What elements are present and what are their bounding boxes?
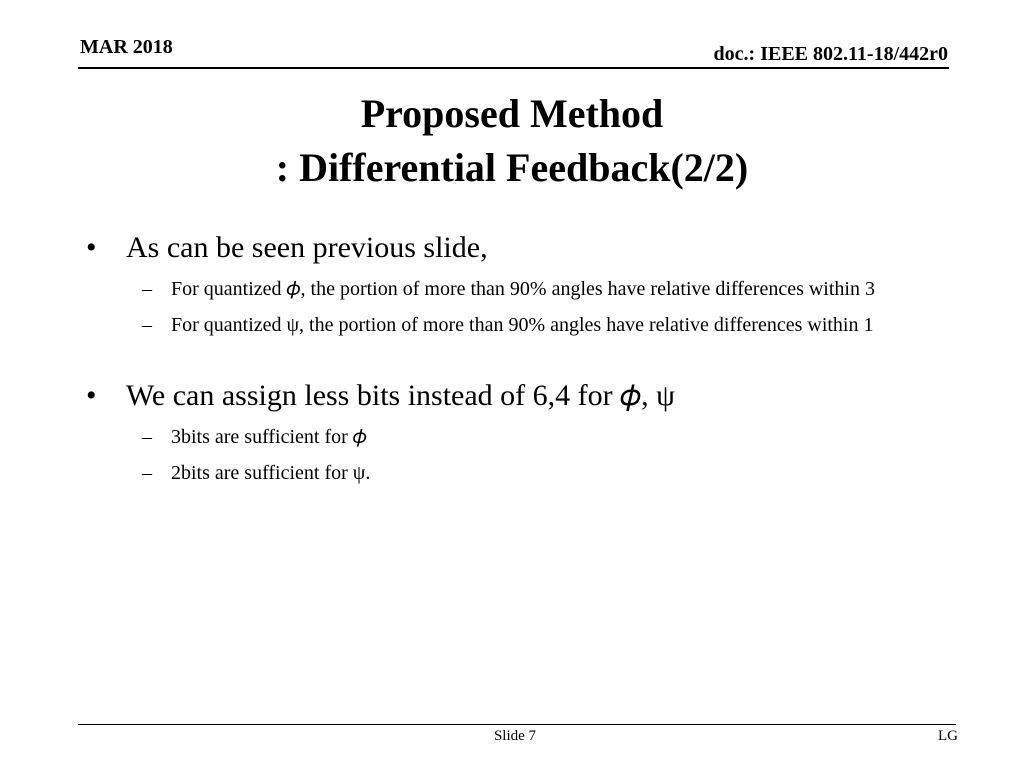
sub-bullet-marker: –	[142, 314, 152, 336]
bullet-text: As can be seen previous slide,	[126, 231, 488, 264]
sub-bullet-item	[86, 310, 946, 340]
header-rule	[78, 67, 949, 69]
sub-bullet-text: 2bits are sufficient for ψ.	[171, 462, 371, 484]
footer-company: LG	[938, 728, 958, 744]
sub-bullet-text: For quantized 𝜙, the portion of more than 90% angles have relative differences within 3	[171, 278, 875, 300]
bullet-marker: •	[86, 231, 97, 264]
slide-number: Slide 7	[493, 728, 537, 744]
header-date: MAR 2018	[80, 36, 173, 58]
sub-bullet-marker: –	[142, 278, 152, 300]
slide-content	[86, 228, 946, 488]
slide-title	[0, 87, 1024, 195]
footer-rule	[78, 724, 956, 725]
title-line-2: : Differential Feedback(2/2)	[275, 145, 749, 190]
header-doc-id: doc.: IEEE 802.11-18/442r0	[713, 43, 948, 65]
sub-bullet-text: 3bits are sufficient for 𝜙	[171, 426, 367, 448]
bullet-item	[86, 228, 946, 268]
sub-bullet-marker: –	[142, 462, 152, 484]
sub-bullet-text: For quantized ψ, the portion of more than 90% angles have relative differences within 1	[171, 314, 874, 336]
sub-bullet-item	[86, 274, 946, 304]
bullet-marker: •	[86, 379, 97, 412]
bullet-text: We can assign less bits instead of 6,4 for 𝜙, ψ	[126, 379, 675, 412]
spacer	[86, 340, 946, 376]
title-line-1: Proposed Method	[360, 91, 664, 136]
sub-bullet-item	[86, 458, 946, 488]
bullet-item	[86, 376, 946, 416]
sub-bullet-marker: –	[142, 426, 152, 448]
sub-bullet-item	[86, 422, 946, 452]
